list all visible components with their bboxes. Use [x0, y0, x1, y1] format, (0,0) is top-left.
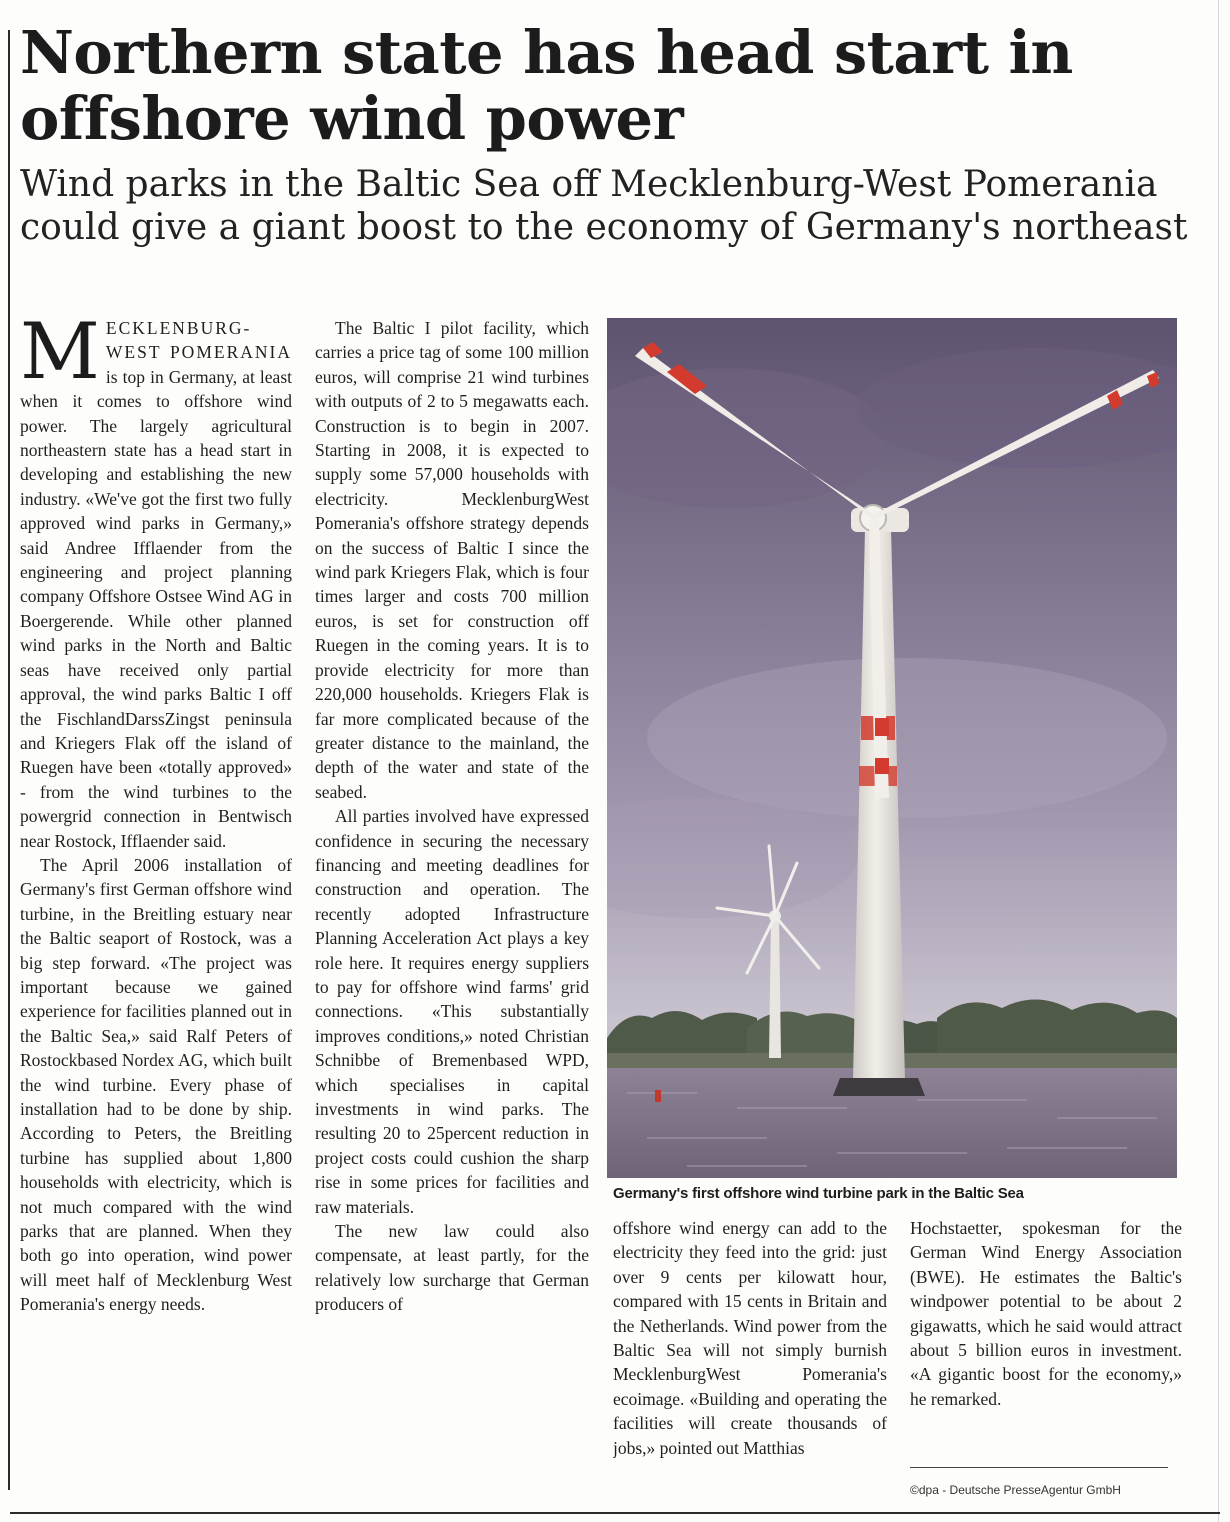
photo-caption: Germany's first offshore wind turbine park in the Baltic Sea — [613, 1185, 1024, 1202]
photo-credit: ©dpa - Deutsche PresseAgentur GmbH — [910, 1483, 1121, 1497]
paragraph: All parties involved have expressed confidence in securing the necessary financing and meeting deadlines for construction and operation. The recently adopted Infrastructure Planning Acceleration Act plays a key role here. It requires energy suppliers to pay for offshore wind farms' grid connections. «This substantially improves conditions,» noted Christian Schnibbe of Bremenbased WPD, which specialises in capital investments in wind parks. The resulting 20 to 25percent reduction in project costs could cushion the sharp rise in some prices for facilities and raw materials. — [315, 806, 589, 1217]
right-page-edge — [1218, 0, 1219, 1522]
turbine-foundation — [833, 1078, 925, 1096]
wind-turbine-photo — [607, 318, 1177, 1178]
drop-cap: M — [20, 316, 100, 397]
lead-paragraph — [20, 316, 292, 853]
credit-divider — [910, 1467, 1168, 1468]
article-column-1 — [20, 316, 292, 1510]
bottom-rule — [10, 1512, 1220, 1514]
paragraph-text: is top in Germany, at least when it comes to offshore wind power. The largely agricultural northeastern state has a head start in developing and establishing the new industry. «We've got the first two fully approved wind parks in Germany,» said Andree Ifflaender from the engineering and project planning company Offshore Ostsee Wind AG in Boergerende. While other planned wind parks in the North and Baltic seas have received only partial approval, the wind parks Baltic I off the FischlandDarssZingst peninsula and Kriegers Flak off the island of Ruegen have been «totally approved» - from the wind turbines to the powergrid connection in Bentwisch near Rostock, Ifflaender said. — [20, 366, 292, 851]
paragraph: The April 2006 installation of Germany's first German offshore wind turbine, in the Breitling estuary near the Baltic seaport of Rostock, was a big step forward. «The project was important because we gained experience for facilities planned out in the Baltic Sea,» said Ralf Peters of Rostockbased Nordex AG, which built the wind turbine. Every phase of installation had to be done by ship. According to Peters, the Breitling turbine has supplied about 1,800 households with electricity, which is not much compared with the wind parks that are planned. When they both go into operation, wind power will meet half of Mecklenburg West Pomerania's energy needs. — [20, 854, 292, 1315]
article-column-3 — [613, 1216, 887, 1510]
headline: Northern state has head start in offshore wind power — [20, 18, 1073, 153]
lead-caps: ECKLENBURG-WEST POMERANIA — [105, 318, 292, 363]
paragraph: offshore wind energy can add to the electricity they feed into the grid: just over 9 cents per kilowatt hour, compared with 15 cents in Britain and the Netherlands. Wind power from the Baltic Sea will not simply burnish MecklenburgWest Pomerania's ecoimage. «Building and operating the facilities will create thousands of jobs,» pointed out Matthias — [613, 1218, 887, 1458]
paragraph: The Baltic I pilot facility, which carries a price tag of some 100 million euros, will comprise 21 wind turbines with outputs of 2 to 5 megawatts each. Construction is to begin in 2007. Starting in 2008, it is expected to supply some 57,000 households with electricity. MecklenburgWest Pomerania's offshore strategy depends on the success of Baltic I since the wind park Kriegers Flak, which is four times larger and costs 700 million euros, is set for construction off Ruegen in the coming years. It is to provide electricity for more than 220,000 households. Kriegers Flak is far more complicated because of the greater distance to the mainland, the depth of the water and state of the seabed. — [315, 318, 589, 802]
paragraph: The new law could also compensate, at least partly, for the relatively low surcharge that German producers of — [315, 1221, 589, 1315]
article-column-2 — [315, 316, 589, 1510]
subheadline: Wind parks in the Baltic Sea off Mecklenburg-West Pomerania could give a giant boost to the economy of Germany's northeast — [20, 164, 1188, 248]
left-column-rule — [8, 30, 10, 1490]
wind-turbine-illustration — [607, 318, 1177, 1178]
buoy — [655, 1090, 661, 1102]
article-column-4 — [910, 1216, 1182, 1452]
paragraph: Hochstaetter, spokesman for the German Wind Energy Association (BWE). He estimates the Baltic's windpower potential to be about 2 gigawatts, which he said would attract about 5 billion euros in investment. «A gigantic boost for the economy,» he remarked. — [910, 1218, 1182, 1409]
